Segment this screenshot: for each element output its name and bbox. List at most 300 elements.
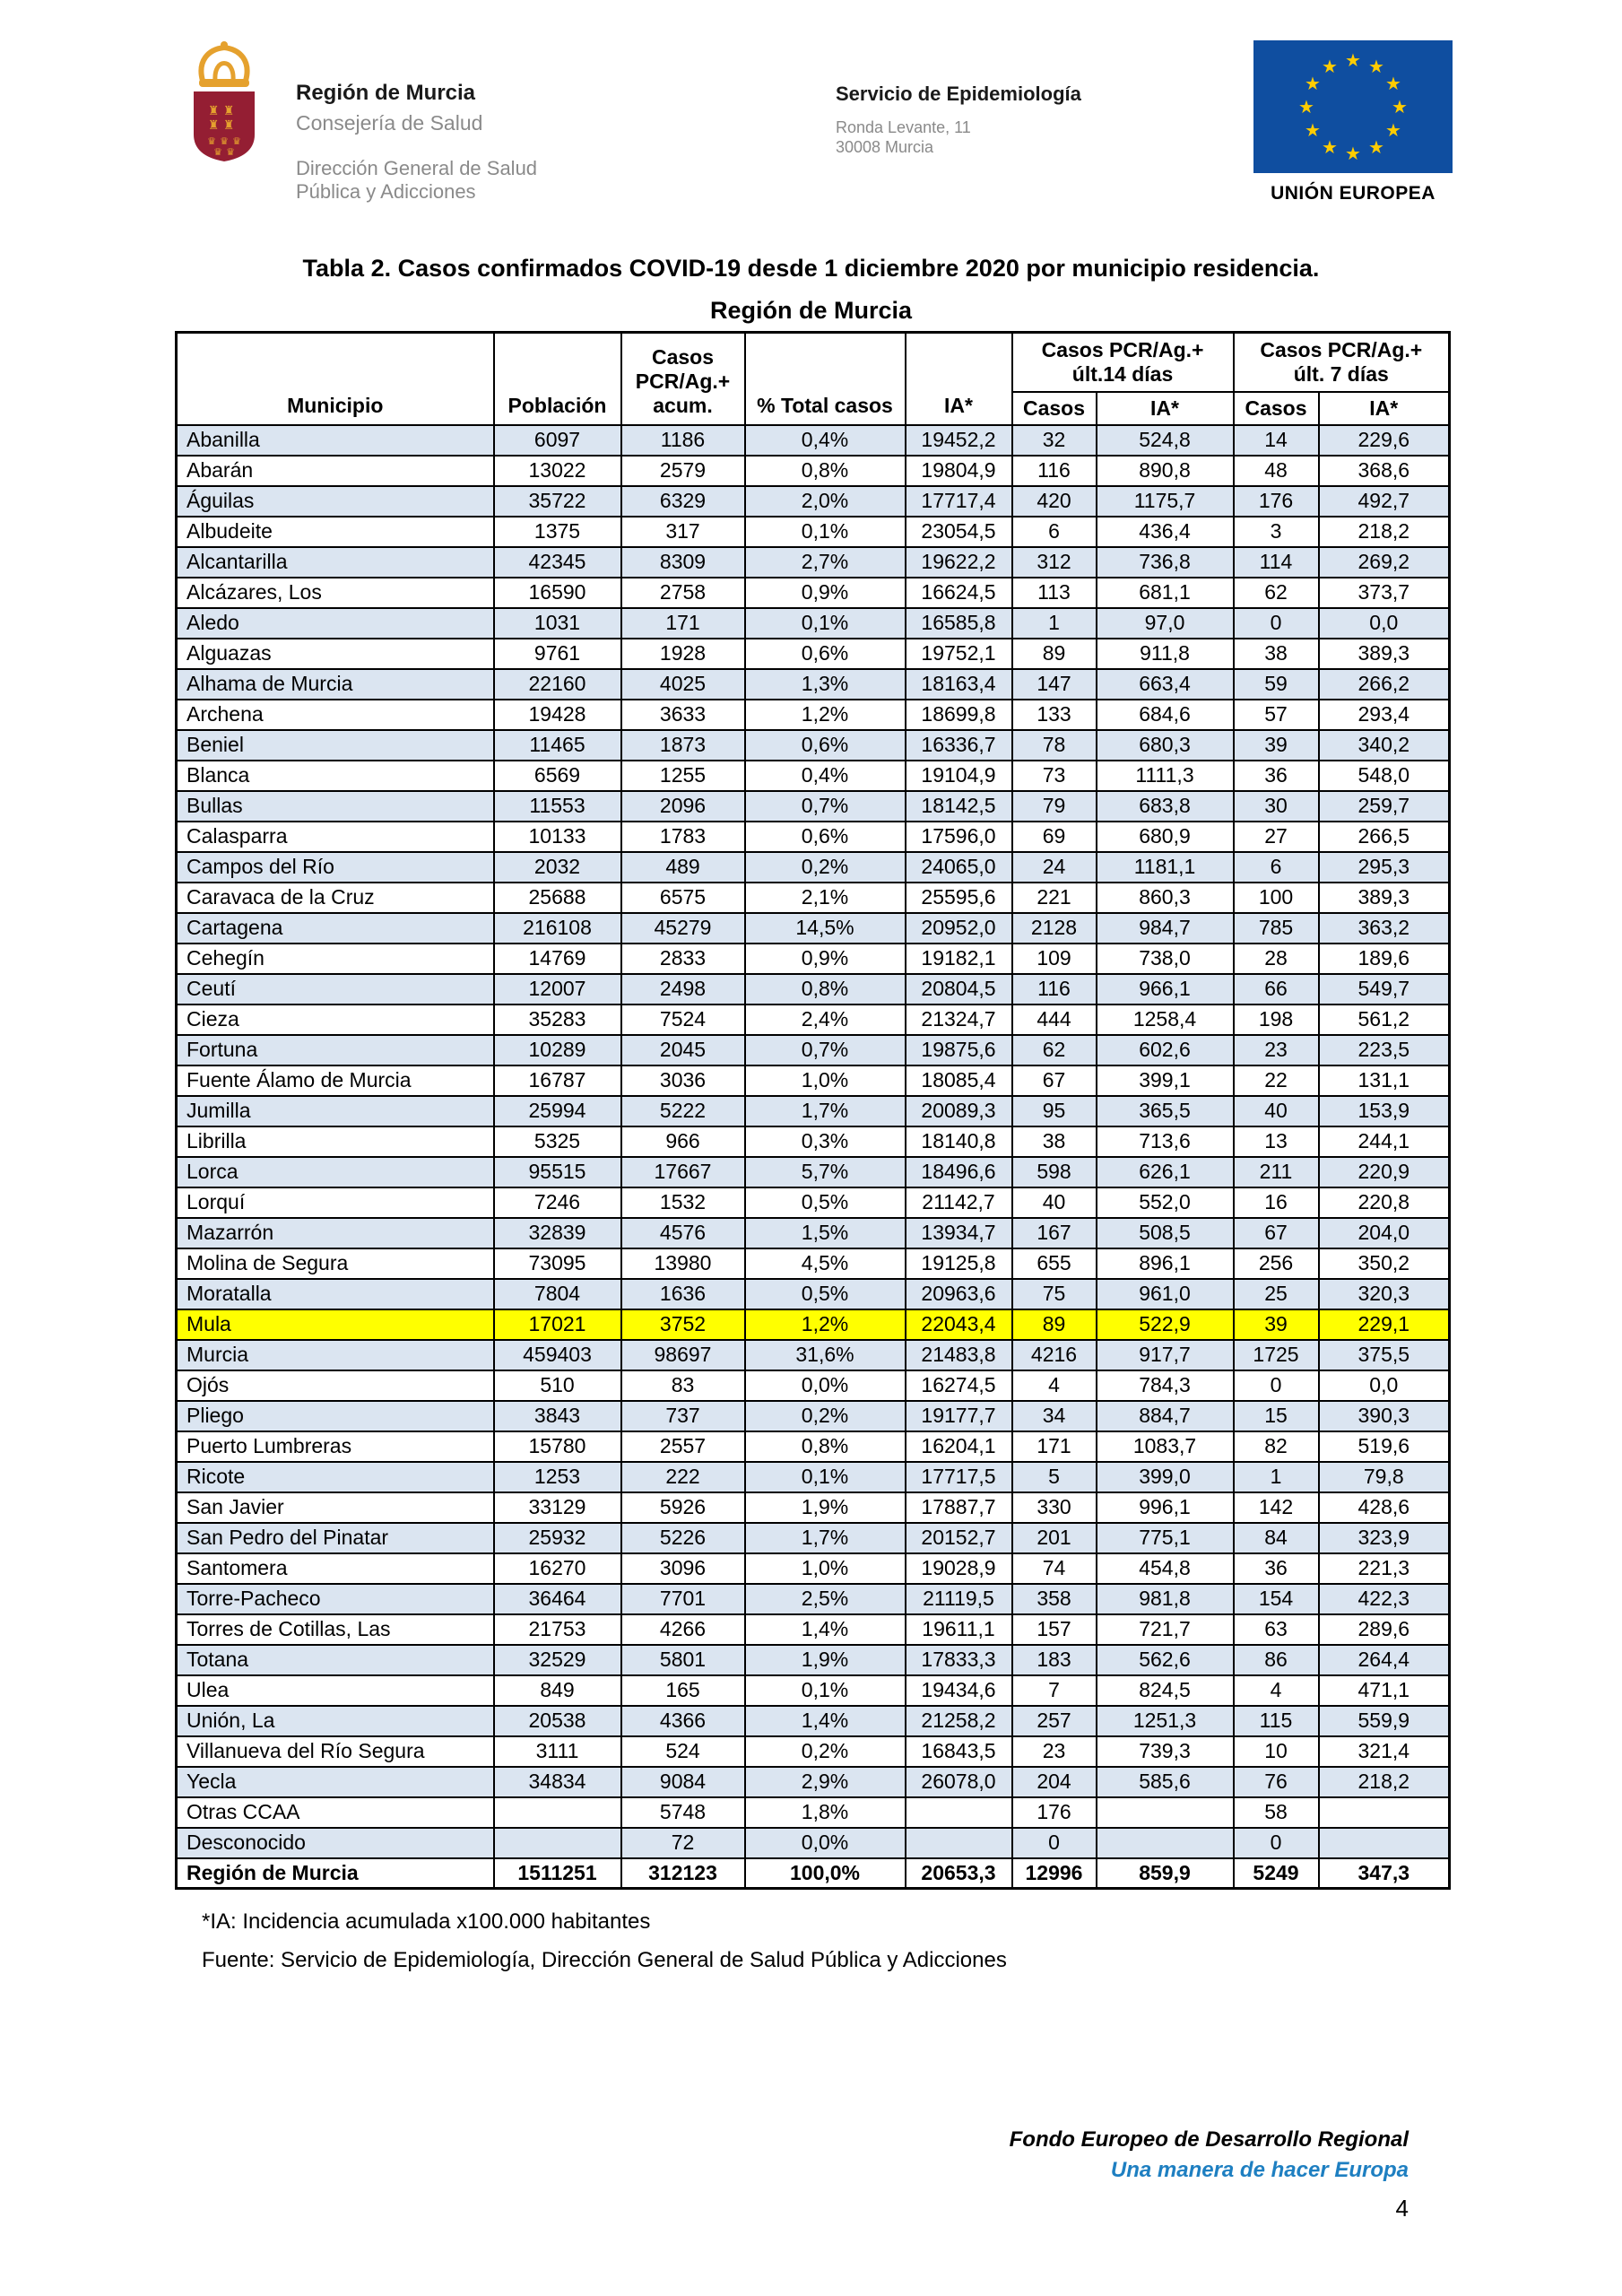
cell-pct-total: 0,0% (745, 1828, 906, 1858)
cell-ia: 19622,2 (906, 547, 1012, 578)
cell-municipio: Otras CCAA (177, 1797, 494, 1828)
cell-casos-7d: 36 (1234, 761, 1319, 791)
cell-pct-total: 0,3% (745, 1126, 906, 1157)
cell-pct-total: 0,4% (745, 761, 906, 791)
table-row (177, 1584, 1450, 1614)
cell-casos-7d: 39 (1234, 1309, 1319, 1340)
cell-municipio: Bullas (177, 791, 494, 822)
cell-casos-14d: 74 (1012, 1553, 1097, 1584)
table-row (177, 913, 1450, 944)
cell-municipio: Blanca (177, 761, 494, 791)
svg-text:♛: ♛ (213, 146, 222, 158)
cell-casos-acum: 5748 (621, 1797, 745, 1828)
cell-poblacion: 36464 (494, 1584, 621, 1614)
cell-casos-acum: 2498 (621, 974, 745, 1004)
cell-pct-total: 1,5% (745, 1218, 906, 1248)
cell-ia: 21258,2 (906, 1706, 1012, 1736)
cell-casos-acum: 4025 (621, 669, 745, 700)
cell-poblacion: 216108 (494, 913, 621, 944)
cell-ia-7d: 548,0 (1319, 761, 1450, 791)
table-row (177, 1065, 1450, 1096)
cell-ia (906, 1828, 1012, 1858)
table-row (177, 578, 1450, 608)
cell-casos-14d: 221 (1012, 883, 1097, 913)
cell-casos-7d: 100 (1234, 883, 1319, 913)
cell-casos-7d: 0 (1234, 1828, 1319, 1858)
table-row (177, 1492, 1450, 1523)
cell-ia-14d: 896,1 (1097, 1248, 1234, 1279)
cell-ia-7d: 221,3 (1319, 1553, 1450, 1584)
cell-ia-14d: 890,8 (1097, 456, 1234, 486)
table-row (177, 639, 1450, 669)
eu-block (1253, 40, 1453, 204)
cell-ia-14d: 1175,7 (1097, 486, 1234, 517)
svg-text:♛: ♛ (226, 146, 235, 158)
table-row (177, 1645, 1450, 1675)
cell-ia-14d: 602,6 (1097, 1035, 1234, 1065)
cell-municipio: Ricote (177, 1462, 494, 1492)
cell-ia-14d: 775,1 (1097, 1523, 1234, 1553)
cell-ia-14d: 552,0 (1097, 1187, 1234, 1218)
col-header-pct-total: % Total casos (745, 333, 906, 425)
cell-ia: 19434,6 (906, 1675, 1012, 1706)
cell-casos-acum: 1873 (621, 730, 745, 761)
cell-ia-14d (1097, 1828, 1234, 1858)
svg-text:★: ★ (1345, 49, 1361, 71)
cell-poblacion: 17021 (494, 1309, 621, 1340)
cell-ia-7d: 389,3 (1319, 883, 1450, 913)
cell-casos-14d: 444 (1012, 1004, 1097, 1035)
table-row (177, 1614, 1450, 1645)
cell-casos-7d: 1725 (1234, 1340, 1319, 1370)
cell-casos-14d: 7 (1012, 1675, 1097, 1706)
cell-municipio: Ojós (177, 1370, 494, 1401)
table-row (177, 517, 1450, 547)
cell-casos-acum: 6329 (621, 486, 745, 517)
cell-poblacion: 10289 (494, 1035, 621, 1065)
cell-poblacion: 10133 (494, 822, 621, 852)
svg-text:★: ★ (1368, 56, 1384, 77)
cell-ia-14d: 860,3 (1097, 883, 1234, 913)
cell-poblacion: 20538 (494, 1706, 621, 1736)
cell-ia-7d: 244,1 (1319, 1126, 1450, 1157)
cell-pct-total: 2,4% (745, 1004, 906, 1035)
cell-municipio: Abanilla (177, 425, 494, 456)
col-group-ult7-line2: últ. 7 días (1293, 361, 1389, 386)
eu-label: UNIÓN EUROPEA (1271, 183, 1436, 204)
cell-casos-7d: 785 (1234, 913, 1319, 944)
cell-municipio: Desconocido (177, 1828, 494, 1858)
cell-ia-14d: 562,6 (1097, 1645, 1234, 1675)
table-row (177, 700, 1450, 730)
cell-casos-14d: 167 (1012, 1218, 1097, 1248)
cell-casos-acum: 317 (621, 517, 745, 547)
cell-ia-7d: 220,9 (1319, 1157, 1450, 1187)
cell-municipio: Yecla (177, 1767, 494, 1797)
table-row (177, 1828, 1450, 1858)
cell-casos-14d: 0 (1012, 1828, 1097, 1858)
cell-casos-14d: 67 (1012, 1065, 1097, 1096)
cell-pct-total: 0,8% (745, 974, 906, 1004)
cell-poblacion: 2032 (494, 852, 621, 883)
cell-casos-acum: 8309 (621, 547, 745, 578)
cell-poblacion: 21753 (494, 1614, 621, 1645)
cell-ia: 16274,5 (906, 1370, 1012, 1401)
cell-casos-14d: 38 (1012, 1126, 1097, 1157)
cell-ia: 17887,7 (906, 1492, 1012, 1523)
svg-text:★: ★ (1385, 73, 1401, 94)
table-row (177, 1309, 1450, 1340)
cell-poblacion: 1375 (494, 517, 621, 547)
cell-casos-acum: 17667 (621, 1157, 745, 1187)
cell-pct-total: 0,1% (745, 517, 906, 547)
cell-ia: 19028,9 (906, 1553, 1012, 1584)
cell-pct-total: 0,0% (745, 1370, 906, 1401)
cell-ia: 18699,8 (906, 700, 1012, 730)
cell-municipio: Región de Murcia (177, 1858, 494, 1889)
cell-municipio: Mula (177, 1309, 494, 1340)
cell-casos-7d: 82 (1234, 1431, 1319, 1462)
eu-flag-icon (1253, 40, 1453, 173)
cell-casos-14d: 133 (1012, 700, 1097, 730)
cell-ia: 16204,1 (906, 1431, 1012, 1462)
cell-municipio: Cehegín (177, 944, 494, 974)
cell-municipio: Cieza (177, 1004, 494, 1035)
cell-poblacion: 13022 (494, 456, 621, 486)
cell-ia-7d: 153,9 (1319, 1096, 1450, 1126)
murcia-coat-of-arms-icon (192, 39, 256, 161)
cell-ia-14d: 681,1 (1097, 578, 1234, 608)
cell-ia-14d: 399,0 (1097, 1462, 1234, 1492)
cell-casos-7d: 84 (1234, 1523, 1319, 1553)
cell-poblacion: 1511251 (494, 1858, 621, 1889)
cell-casos-acum: 222 (621, 1462, 745, 1492)
cell-ia: 19452,2 (906, 425, 1012, 456)
table-row (177, 1370, 1450, 1401)
cell-casos-7d: 211 (1234, 1157, 1319, 1187)
cell-ia-7d: 189,6 (1319, 944, 1450, 974)
cell-casos-7d: 114 (1234, 547, 1319, 578)
table-header (177, 333, 1450, 425)
cell-ia-14d: 436,4 (1097, 517, 1234, 547)
cell-ia: 23054,5 (906, 517, 1012, 547)
cell-pct-total: 1,7% (745, 1523, 906, 1553)
cell-casos-14d: 12996 (1012, 1858, 1097, 1889)
cell-poblacion (494, 1828, 621, 1858)
cell-municipio: Mazarrón (177, 1218, 494, 1248)
cell-casos-7d: 36 (1234, 1553, 1319, 1584)
cell-pct-total: 0,7% (745, 791, 906, 822)
cell-ia: 13934,7 (906, 1218, 1012, 1248)
cell-ia-7d: 259,7 (1319, 791, 1450, 822)
table-total-row (177, 1858, 1450, 1889)
cell-pct-total: 2,7% (745, 547, 906, 578)
cell-casos-acum: 4576 (621, 1218, 745, 1248)
cell-municipio: Molina de Segura (177, 1248, 494, 1279)
cell-casos-14d: 62 (1012, 1035, 1097, 1065)
cell-municipio: Lorquí (177, 1187, 494, 1218)
cell-casos-7d: 10 (1234, 1736, 1319, 1767)
cell-casos-14d: 89 (1012, 1309, 1097, 1340)
cell-casos-7d: 13 (1234, 1126, 1319, 1157)
cell-ia: 19125,8 (906, 1248, 1012, 1279)
cell-ia: 17833,3 (906, 1645, 1012, 1675)
table-row (177, 761, 1450, 791)
cell-ia-7d: 266,5 (1319, 822, 1450, 852)
cell-casos-7d: 16 (1234, 1187, 1319, 1218)
cell-casos-14d: 40 (1012, 1187, 1097, 1218)
cell-pct-total: 14,5% (745, 913, 906, 944)
cell-casos-7d: 22 (1234, 1065, 1319, 1096)
cell-poblacion: 849 (494, 1675, 621, 1706)
cell-poblacion: 16787 (494, 1065, 621, 1096)
cell-pct-total: 0,2% (745, 852, 906, 883)
cell-casos-7d: 142 (1234, 1492, 1319, 1523)
table-row (177, 486, 1450, 517)
cell-ia-14d: 966,1 (1097, 974, 1234, 1004)
page-title-line1: Tabla 2. Casos confirmados COVID-19 desde 1 diciembre 2020 por municipio residencia. (302, 255, 1320, 282)
cell-pct-total: 0,8% (745, 1431, 906, 1462)
cell-pct-total: 1,0% (745, 1553, 906, 1584)
cell-ia-14d: 961,0 (1097, 1279, 1234, 1309)
svg-text:♜: ♜ (207, 118, 220, 133)
col-group-ult14-line2: últ.14 días (1071, 361, 1174, 386)
cell-casos-14d: 116 (1012, 974, 1097, 1004)
table-row (177, 1553, 1450, 1584)
cell-ia-14d: 508,5 (1097, 1218, 1234, 1248)
cell-ia-7d: 323,9 (1319, 1523, 1450, 1553)
cell-municipio: Archena (177, 700, 494, 730)
cell-ia-14d (1097, 1797, 1234, 1828)
cell-casos-acum: 1636 (621, 1279, 745, 1309)
table-row (177, 944, 1450, 974)
cell-ia: 20952,0 (906, 913, 1012, 944)
cell-casos-acum: 98697 (621, 1340, 745, 1370)
cell-ia: 16336,7 (906, 730, 1012, 761)
footnote-fuente: Fuente: Servicio de Epidemiología, Dirección General de Salud Pública y Adicciones (202, 1948, 1007, 1972)
svg-text:♜: ♜ (222, 104, 235, 118)
cell-casos-acum: 2833 (621, 944, 745, 974)
cell-poblacion: 42345 (494, 547, 621, 578)
cell-municipio: Unión, La (177, 1706, 494, 1736)
cell-poblacion: 1253 (494, 1462, 621, 1492)
cell-municipio: Librilla (177, 1126, 494, 1157)
cell-ia-14d: 683,8 (1097, 791, 1234, 822)
cell-ia-7d: 264,4 (1319, 1645, 1450, 1675)
cell-poblacion: 5325 (494, 1126, 621, 1157)
cell-ia-7d: 368,6 (1319, 456, 1450, 486)
cell-casos-14d: 116 (1012, 456, 1097, 486)
cell-casos-7d: 3 (1234, 517, 1319, 547)
cell-casos-7d: 198 (1234, 1004, 1319, 1035)
table-row (177, 1218, 1450, 1248)
cell-poblacion: 11553 (494, 791, 621, 822)
cell-pct-total: 0,8% (745, 456, 906, 486)
cell-ia-14d: 626,1 (1097, 1157, 1234, 1187)
cell-ia: 25595,6 (906, 883, 1012, 913)
cell-pct-total: 0,5% (745, 1187, 906, 1218)
cell-ia: 26078,0 (906, 1767, 1012, 1797)
cell-ia: 20653,3 (906, 1858, 1012, 1889)
cell-ia: 20089,3 (906, 1096, 1012, 1126)
table-row (177, 1096, 1450, 1126)
cell-casos-acum: 83 (621, 1370, 745, 1401)
cell-municipio: Santomera (177, 1553, 494, 1584)
col-header-ia-7d: IA* (1319, 392, 1450, 425)
cell-casos-14d: 330 (1012, 1492, 1097, 1523)
cell-casos-14d: 257 (1012, 1706, 1097, 1736)
cell-pct-total: 2,1% (745, 883, 906, 913)
cell-casos-7d: 39 (1234, 730, 1319, 761)
cell-municipio: Moratalla (177, 1279, 494, 1309)
cell-casos-7d: 23 (1234, 1035, 1319, 1065)
cell-poblacion: 73095 (494, 1248, 621, 1279)
cell-ia: 21324,7 (906, 1004, 1012, 1035)
svg-text:★: ★ (1368, 136, 1384, 158)
cell-ia-7d: 0,0 (1319, 1370, 1450, 1401)
table-row (177, 852, 1450, 883)
cell-casos-7d: 256 (1234, 1248, 1319, 1279)
cell-casos-7d: 86 (1234, 1645, 1319, 1675)
cell-casos-14d: 23 (1012, 1736, 1097, 1767)
cell-poblacion: 1031 (494, 608, 621, 639)
cell-casos-acum: 1532 (621, 1187, 745, 1218)
page-number: 4 (1395, 2195, 1409, 2222)
svg-text:★: ★ (1305, 73, 1321, 94)
cell-ia-7d: 347,3 (1319, 1858, 1450, 1889)
table-row (177, 1431, 1450, 1462)
footer-fondo-europeo: Fondo Europeo de Desarrollo Regional (1009, 2127, 1409, 2152)
cell-ia-14d: 784,3 (1097, 1370, 1234, 1401)
cell-municipio: Fortuna (177, 1035, 494, 1065)
svg-text:★: ★ (1345, 143, 1361, 164)
cell-pct-total: 4,5% (745, 1248, 906, 1279)
cell-pct-total: 31,6% (745, 1340, 906, 1370)
cell-casos-14d: 157 (1012, 1614, 1097, 1645)
cell-ia-14d: 824,5 (1097, 1675, 1234, 1706)
col-group-ult7-line1: Casos PCR/Ag.+ (1260, 337, 1423, 361)
cell-casos-acum: 5222 (621, 1096, 745, 1126)
cell-poblacion: 510 (494, 1370, 621, 1401)
cell-ia: 22043,4 (906, 1309, 1012, 1340)
cell-pct-total: 1,9% (745, 1645, 906, 1675)
cell-ia-7d: 519,6 (1319, 1431, 1450, 1462)
cell-ia-7d: 320,3 (1319, 1279, 1450, 1309)
cell-municipio: Ulea (177, 1675, 494, 1706)
service-address-line2: 30008 Murcia (836, 138, 934, 156)
cell-pct-total: 1,9% (745, 1492, 906, 1523)
col-header-ia: IA* (906, 333, 1012, 425)
cell-ia: 18163,4 (906, 669, 1012, 700)
cell-casos-14d: 32 (1012, 425, 1097, 456)
cell-ia-7d: 471,1 (1319, 1675, 1450, 1706)
cell-ia-7d: 373,7 (1319, 578, 1450, 608)
cell-ia: 17717,4 (906, 486, 1012, 517)
table-row (177, 1157, 1450, 1187)
cell-ia-7d: 390,3 (1319, 1401, 1450, 1431)
table-row (177, 1279, 1450, 1309)
svg-text:♜: ♜ (222, 118, 235, 133)
cell-poblacion: 9761 (494, 639, 621, 669)
cell-poblacion: 459403 (494, 1340, 621, 1370)
cell-ia-7d: 0,0 (1319, 608, 1450, 639)
cell-municipio: Campos del Río (177, 852, 494, 883)
svg-text:♛: ♛ (232, 135, 241, 147)
cell-poblacion: 14769 (494, 944, 621, 974)
cell-ia-7d: 269,2 (1319, 547, 1450, 578)
cell-casos-acum: 5801 (621, 1645, 745, 1675)
cell-poblacion: 32839 (494, 1218, 621, 1248)
cell-casos-acum: 2045 (621, 1035, 745, 1065)
cell-casos-14d: 75 (1012, 1279, 1097, 1309)
cell-casos-acum: 2579 (621, 456, 745, 486)
cell-casos-14d: 204 (1012, 1767, 1097, 1797)
cell-casos-7d: 4 (1234, 1675, 1319, 1706)
org-name: Región de Murcia (296, 81, 476, 105)
cell-casos-acum: 5926 (621, 1492, 745, 1523)
cell-ia-14d: 454,8 (1097, 1553, 1234, 1584)
cell-ia: 24065,0 (906, 852, 1012, 883)
cell-pct-total: 0,1% (745, 608, 906, 639)
cell-casos-14d: 89 (1012, 639, 1097, 669)
cell-poblacion: 3843 (494, 1401, 621, 1431)
table-row (177, 547, 1450, 578)
cell-poblacion: 7246 (494, 1187, 621, 1218)
cell-poblacion: 25932 (494, 1523, 621, 1553)
cell-poblacion: 35722 (494, 486, 621, 517)
cell-pct-total: 1,2% (745, 1309, 906, 1340)
table-row (177, 1706, 1450, 1736)
cell-poblacion: 33129 (494, 1492, 621, 1523)
cell-ia-7d: 293,4 (1319, 700, 1450, 730)
cell-casos-acum: 1186 (621, 425, 745, 456)
cell-municipio: Calasparra (177, 822, 494, 852)
cell-ia: 19752,1 (906, 639, 1012, 669)
cell-casos-7d: 0 (1234, 1370, 1319, 1401)
cell-casos-14d: 176 (1012, 1797, 1097, 1828)
cell-casos-14d: 78 (1012, 730, 1097, 761)
col-header-municipio: Municipio (177, 333, 494, 425)
cell-casos-acum: 13980 (621, 1248, 745, 1279)
cell-ia-7d: 289,6 (1319, 1614, 1450, 1645)
cell-casos-acum: 4366 (621, 1706, 745, 1736)
table-row (177, 1248, 1450, 1279)
cell-casos-14d: 420 (1012, 486, 1097, 517)
cell-casos-7d: 27 (1234, 822, 1319, 852)
cell-casos-acum: 1255 (621, 761, 745, 791)
svg-text:★: ★ (1385, 119, 1401, 141)
cell-pct-total: 1,3% (745, 669, 906, 700)
cell-pct-total: 0,2% (745, 1401, 906, 1431)
cell-casos-14d: 2128 (1012, 913, 1097, 944)
cell-casos-7d: 63 (1234, 1614, 1319, 1645)
cell-casos-acum: 2096 (621, 791, 745, 822)
cell-casos-acum: 5226 (621, 1523, 745, 1553)
cell-municipio: Beniel (177, 730, 494, 761)
page-title-line2: Región de Murcia (709, 297, 913, 324)
cell-casos-7d: 176 (1234, 486, 1319, 517)
cell-poblacion (494, 1797, 621, 1828)
cell-pct-total: 0,1% (745, 1675, 906, 1706)
cell-casos-14d: 113 (1012, 578, 1097, 608)
cell-pct-total: 2,5% (745, 1584, 906, 1614)
cell-poblacion: 6097 (494, 425, 621, 456)
cell-ia-14d: 1083,7 (1097, 1431, 1234, 1462)
cell-casos-acum: 6575 (621, 883, 745, 913)
cell-casos-7d: 30 (1234, 791, 1319, 822)
cell-poblacion: 32529 (494, 1645, 621, 1675)
cell-municipio: Caravaca de la Cruz (177, 883, 494, 913)
